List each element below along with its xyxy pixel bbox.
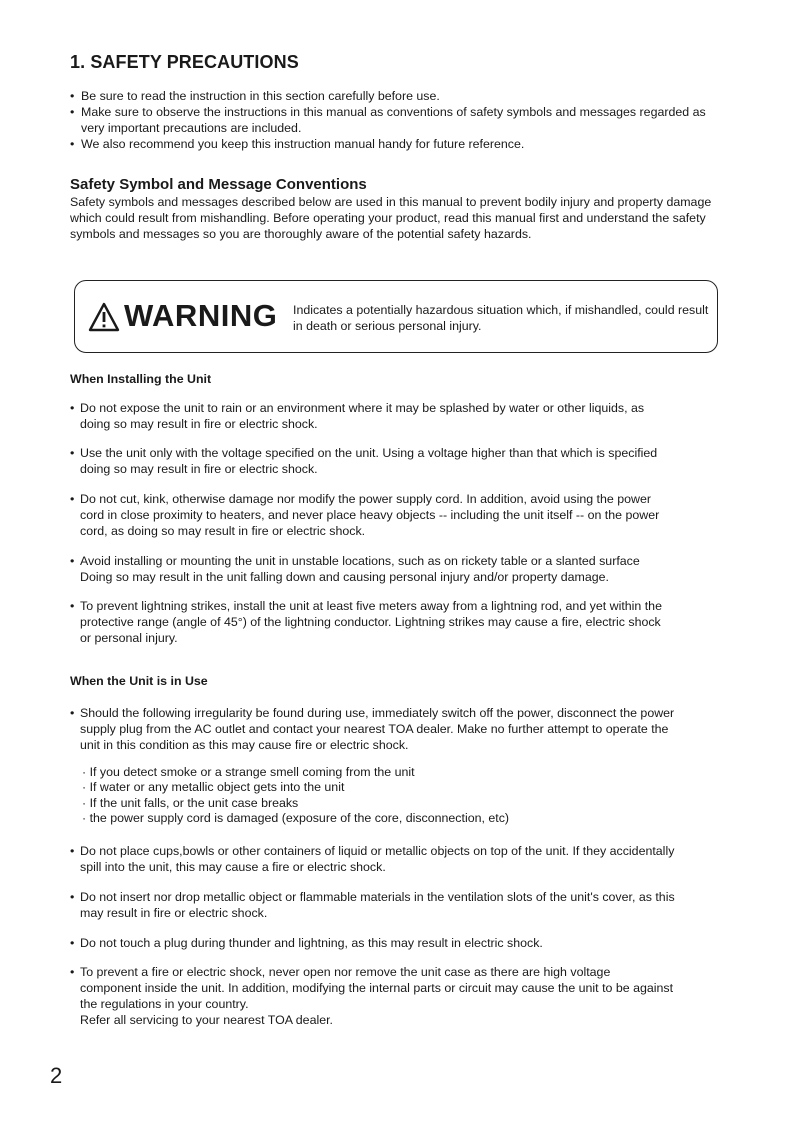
list-item: [70, 491, 722, 539]
warning-label: WARNING: [124, 298, 278, 333]
intro-bullet: [70, 88, 730, 104]
item-line: component inside the unit. In addition, modifying the internal parts or circuit may cause the unit to be against: [80, 981, 674, 995]
bullet-symbol: •: [70, 89, 75, 103]
bullet-symbol: •: [70, 965, 75, 979]
item-line: Do not touch a plug during thunder and lightning, as this may result in electric shock.: [80, 936, 543, 950]
intro-bullet-text: Be sure to read the instruction in this section carefully before use.: [81, 89, 440, 103]
item-line: cord in close proximity to heaters, and never place heavy objects -- including the unit itself -- on the power: [80, 508, 660, 522]
item-line: Doing so may result in the unit falling down and causing personal injury and/or property damage.: [80, 570, 609, 584]
list-item: [70, 705, 722, 753]
sub-item: · the power supply cord is damaged (exposure of the core, disconnection, etc): [82, 811, 510, 826]
item-line: To prevent a fire or electric shock, never open nor remove the unit case as there are high voltage: [80, 965, 611, 979]
item-line: To prevent lightning strikes, install the unit at least five meters away from a lightning rod, and yet within the: [80, 599, 662, 613]
intro-bullet: [70, 136, 730, 152]
bullet-symbol: •: [70, 936, 75, 950]
bullet-symbol: •: [70, 554, 75, 568]
section-title: 1. SAFETY PRECAUTIONS: [70, 52, 299, 72]
item-line: Do not place cups,bowls or other containers of liquid or metallic objects on top of the unit. If they accidentally: [80, 844, 675, 858]
bullet-symbol: •: [70, 105, 75, 119]
item-line: Avoid installing or mounting the unit in unstable locations, such as on rickety table or a slanted surface: [80, 554, 640, 568]
item-line: unit in this condition as this may cause fire or electric shock.: [80, 738, 409, 752]
bullet-symbol: •: [70, 492, 75, 506]
conventions-text: Safety symbols and messages described below are used in this manual to prevent bodily injury and property damage which could result from mishandling. Before operating your product, read this manual first and understand the safety symbols and messages so you are thoroughly aware of the potential safety hazards.: [70, 195, 712, 241]
installing-heading: When Installing the Unit: [70, 372, 212, 386]
item-line: Do not insert nor drop metallic object or flammable materials in the ventilation slots of the unit's cover, as this: [80, 890, 675, 904]
list-item: [70, 889, 722, 921]
list-item: [70, 843, 722, 875]
item-line: Should the following irregularity be found during use, immediately switch off the power, disconnect the power: [80, 706, 675, 720]
item-line: supply plug from the AC outlet and contact your nearest TOA dealer. Make no further attempt to operate the: [80, 722, 669, 736]
bullet-symbol: •: [70, 401, 75, 415]
item-line: Refer all servicing to your nearest TOA dealer.: [80, 1013, 333, 1027]
item-line: the regulations in your country.: [80, 997, 249, 1011]
list-item: [70, 553, 722, 585]
sub-item: · If you detect smoke or a strange smell coming from the unit: [82, 765, 415, 779]
item-line: protective range (angle of 45°) of the lightning conductor. Lightning strikes may cause a fire, electric shock: [80, 615, 661, 629]
item-line: doing so may result in fire or electric shock.: [80, 462, 318, 476]
list-item: [70, 400, 722, 432]
sub-item: · If the unit falls, or the unit case breaks: [82, 795, 299, 810]
item-line: or personal injury.: [80, 631, 178, 645]
list-item: [70, 935, 722, 951]
page-number: 2: [50, 1063, 63, 1088]
intro-bullet-text: Make sure to observe the instructions in this manual as conventions of safety symbols and messages regarded as very important precautions are included.: [81, 105, 706, 135]
bullet-symbol: •: [70, 706, 75, 720]
item-line: doing so may result in fire or electric shock.: [80, 417, 318, 431]
intro-bullet: [70, 104, 730, 136]
list-item: [70, 445, 722, 477]
in-use-heading: When the Unit is in Use: [70, 674, 208, 688]
item-line: Use the unit only with the voltage specified on the unit. Using a voltage higher than that which is specified: [80, 446, 658, 460]
list-item: [70, 598, 722, 646]
bullet-symbol: •: [70, 599, 75, 613]
sub-item: · If water or any metallic object gets into the unit: [82, 780, 345, 795]
item-line: may result in fire or electric shock.: [80, 906, 268, 920]
bullet-symbol: •: [70, 844, 75, 858]
item-line: cord, as doing so may result in fire or electric shock.: [80, 524, 366, 538]
conventions-heading: Safety Symbol and Message Conventions: [70, 176, 367, 193]
warning-description: Indicates a potentially hazardous situation which, if mishandled, could result in death or serious personal injury.: [293, 303, 709, 333]
bullet-symbol: •: [70, 446, 75, 460]
list-item: [70, 964, 722, 1028]
intro-bullet-text: We also recommend you keep this instruction manual handy for future reference.: [81, 137, 525, 151]
item-line: Do not cut, kink, otherwise damage nor modify the power supply cord. In addition, avoid using the power: [80, 492, 651, 506]
bullet-symbol: •: [70, 890, 75, 904]
bullet-symbol: •: [70, 137, 75, 151]
irregularity-list: [82, 765, 509, 827]
item-line: Do not expose the unit to rain or an environment where it may be splashed by water or other liquids, as: [80, 401, 645, 415]
warning-triangle-icon: [88, 302, 120, 337]
item-line: spill into the unit, this may cause a fire or electric shock.: [80, 860, 386, 874]
